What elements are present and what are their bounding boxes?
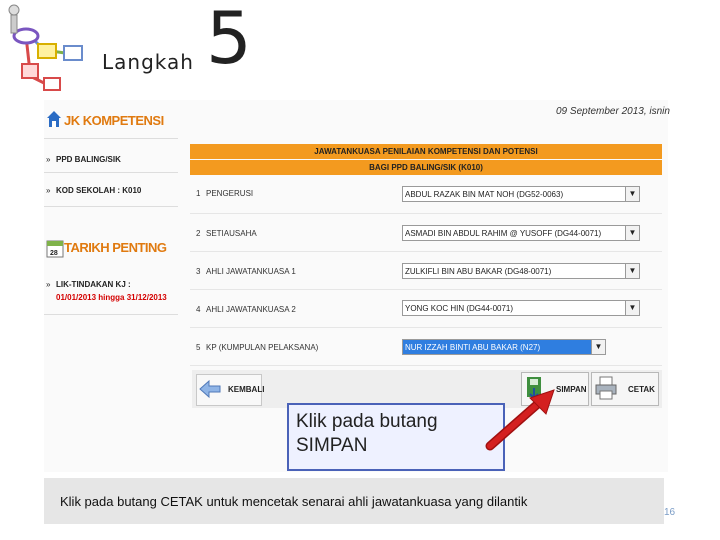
step-word: Langkah <box>102 50 194 74</box>
back-button-label: KEMBALI <box>228 385 265 394</box>
row-label: AHLI JAWATANKUASA 2 <box>206 305 296 314</box>
sidebar-bullet-icon: » <box>46 155 51 164</box>
ajk1-select[interactable] <box>402 263 640 279</box>
select-value: YONG KOC HIN (DG44-0071) <box>405 304 514 313</box>
save-button-label: SIMPAN <box>556 385 587 394</box>
dropdown-arrow-icon[interactable]: ▼ <box>625 264 639 278</box>
red-pointer-arrow <box>480 384 560 454</box>
print-button-label: CETAK <box>628 385 655 394</box>
printer-icon <box>594 376 618 400</box>
table-header-title: JAWATANKUASA PENILAIAN KOMPETENSI DAN POTENSI <box>190 144 662 159</box>
row-label: KP (KUMPULAN PELAKSANA) <box>206 343 319 352</box>
select-value: ZULKIFLI BIN ABU BAKAR (DG48-0071) <box>405 267 552 276</box>
current-date: 09 September 2013, isnin <box>556 106 670 117</box>
dropdown-arrow-icon[interactable]: ▼ <box>591 340 605 354</box>
step-number: 5 <box>206 0 252 80</box>
deadline-label: LIK-TINDAKAN KJ : <box>56 280 131 289</box>
pengerusi-select[interactable] <box>402 186 640 202</box>
dropdown-arrow-icon[interactable]: ▼ <box>625 187 639 201</box>
row-label: AHLI JAWATANKUASA 1 <box>206 267 296 276</box>
deadline-value: 01/01/2013 hingga 31/12/2013 <box>56 293 167 302</box>
caption-text: Klik pada butang CETAK untuk mencetak senarai ahli jawatankuasa yang dilantik <box>60 494 528 509</box>
table-header-subtitle: BAGI PPD BALING/SIK (K010) <box>190 160 662 175</box>
sidebar-title-tarikh-penting: TARIKH PENTING <box>64 240 167 255</box>
callout-text: Klik pada butang SIMPAN <box>296 411 438 456</box>
select-value: ABDUL RAZAK BIN MAT NOH (DG52-0063) <box>405 190 564 199</box>
page-number: 16 <box>664 507 676 518</box>
select-value: NUR IZZAH BINTI ABU BAKAR (N27) <box>405 343 541 352</box>
row-label: PENGERUSI <box>206 189 254 198</box>
row-number: 2 <box>196 229 201 238</box>
dropdown-arrow-icon[interactable]: ▼ <box>625 301 639 315</box>
sidebar-item-ppd[interactable]: PPD BALING/SIK <box>56 155 121 164</box>
kp-select[interactable] <box>402 339 606 355</box>
back-arrow-icon <box>198 377 222 401</box>
dropdown-arrow-icon[interactable]: ▼ <box>625 226 639 240</box>
row-number: 5 <box>196 343 201 352</box>
row-number: 4 <box>196 305 201 314</box>
row-label: SETIAUSAHA <box>206 229 257 238</box>
row-number: 3 <box>196 267 201 276</box>
row-number: 1 <box>196 189 201 198</box>
calendar-day: 28 <box>50 250 58 257</box>
sidebar-bullet-icon: » <box>46 280 51 289</box>
select-value: ASMADI BIN ABDUL RAHIM @ YUSOFF (DG44-0071) <box>405 229 602 238</box>
home-icon <box>46 110 62 128</box>
ajk2-select[interactable] <box>402 300 640 316</box>
flowchart-person-icon <box>4 2 96 94</box>
sidebar-item-kod-sekolah[interactable]: KOD SEKOLAH : K010 <box>56 186 142 195</box>
setiausaha-select[interactable] <box>402 225 640 241</box>
sidebar-title-jk-kompetensi: JK KOMPETENSI <box>64 113 164 128</box>
sidebar-bullet-icon: » <box>46 186 51 195</box>
